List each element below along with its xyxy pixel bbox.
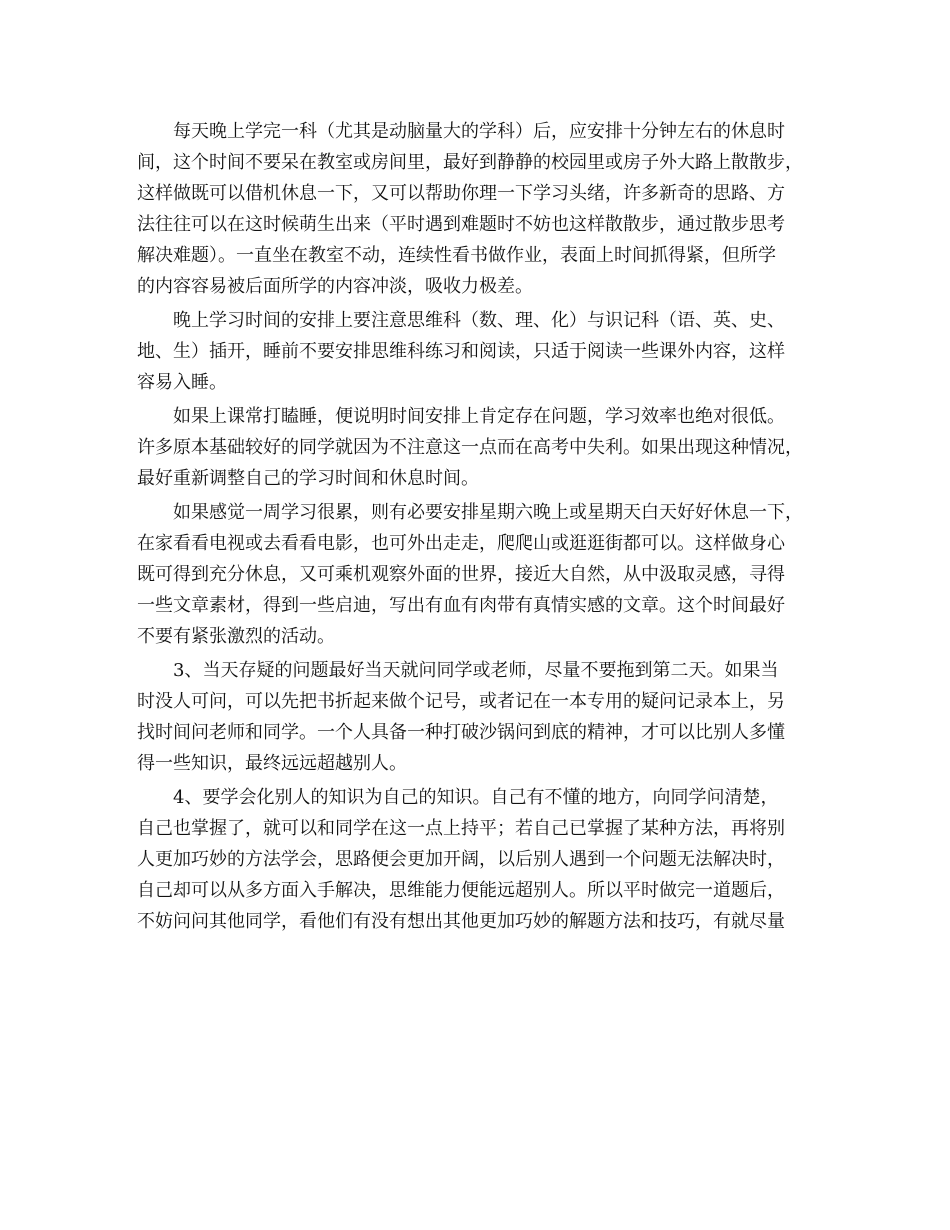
text-line: 自己也掌握了，就可以和同学在这一点上持平；若自己已掌握了某种方法，再将别 — [137, 818, 785, 839]
text-line: 不妨问问其他同学，看他们有没有想出其他更加巧妙的解题方法和技巧，有就尽量 — [137, 911, 785, 932]
text-line: 地、生）插开，睡前不要安排思维科练习和阅读，只适于阅读一些课外内容，这样 — [137, 341, 785, 362]
text-line: 晚上学习时间的安排上要注意思维科（数、理、化）与识记科（语、英、史、 — [173, 310, 785, 331]
text-line: 4、要学会化别人的知识为自己的知识。自己有不懂的地方，向同学问清楚， — [173, 787, 779, 808]
paragraph-point-4 — [137, 782, 823, 937]
text-line: 自己却可以从多方面入手解决，思维能力便能远超别人。所以平时做完一道题后， — [137, 880, 785, 901]
paragraph-point-3 — [137, 655, 823, 779]
text-line: 最好重新调整自己的学习时间和休息时间。 — [137, 468, 479, 489]
text-line: 得一些知识，最终远远超越别人。 — [137, 753, 407, 774]
text-line: 既可得到充分休息，又可乘机观察外面的世界，接近大自然，从中汲取灵感，寻得 — [137, 564, 785, 585]
document-body — [137, 116, 823, 940]
text-line: 3、当天存疑的问题最好当天就问同学或老师，尽量不要拖到第二天。如果当 — [173, 660, 779, 681]
paragraph-weekend-rest — [137, 497, 823, 652]
text-line: 找时间问老师和同学。一个人具备一种打破沙锅问到底的精神，才可以比别人多懂 — [137, 722, 785, 743]
text-line: 一些文章素材，得到一些启迪，写出有血有肉带有真情实感的文章。这个时间最好 — [137, 595, 785, 616]
text-line: 间，这个时间不要呆在教室或房间里，最好到静静的校园里或房子外大路上散散步， — [137, 152, 803, 173]
text-line: 的内容容易被后面所学的内容冲淡，吸收力极差。 — [137, 276, 533, 297]
text-line: 解决难题）。一直坐在教室不动，连续性看书做作业，表面上时间抓得紧，但所学 — [137, 245, 776, 266]
text-line: 容易入睡。 — [137, 372, 227, 393]
paragraph-subject-arrangement — [137, 305, 823, 398]
text-line: 如果上课常打瞌睡，便说明时间安排上肯定存在问题，学习效率也绝对很低。 — [173, 406, 785, 427]
text-line: 法往往可以在这时候萌生出来（平时遇到难题时不妨也这样散散步，通过散步思考 — [137, 214, 785, 235]
text-line: 如果感觉一周学习很累，则有必要安排星期六晚上或星期天白天好好休息一下， — [173, 502, 803, 523]
text-line: 每天晚上学完一科（尤其是动脑量大的学科）后，应安排十分钟左右的休息时 — [173, 121, 785, 142]
paragraph-evening-rest — [137, 116, 823, 302]
text-line: 人更加巧妙的方法学会，思路便会更加开阔，以后别人遇到一个问题无法解决时， — [137, 849, 785, 870]
text-line: 时没人可问，可以先把书折起来做个记号，或者记在一本专用的疑问记录本上，另 — [137, 691, 785, 712]
text-line: 这样做既可以借机休息一下，又可以帮助你理一下学习头绪，许多新奇的思路、方 — [137, 183, 785, 204]
paragraph-class-drowsiness — [137, 401, 823, 494]
text-line: 许多原本基础较好的同学就因为不注意这一点而在高考中失利。如果出现这种情况， — [137, 437, 803, 458]
text-line: 不要有紧张激烈的活动。 — [137, 626, 335, 647]
text-line: 在家看看电视或去看看电影，也可外出走走，爬爬山或逛逛街都可以。这样做身心 — [137, 533, 785, 554]
